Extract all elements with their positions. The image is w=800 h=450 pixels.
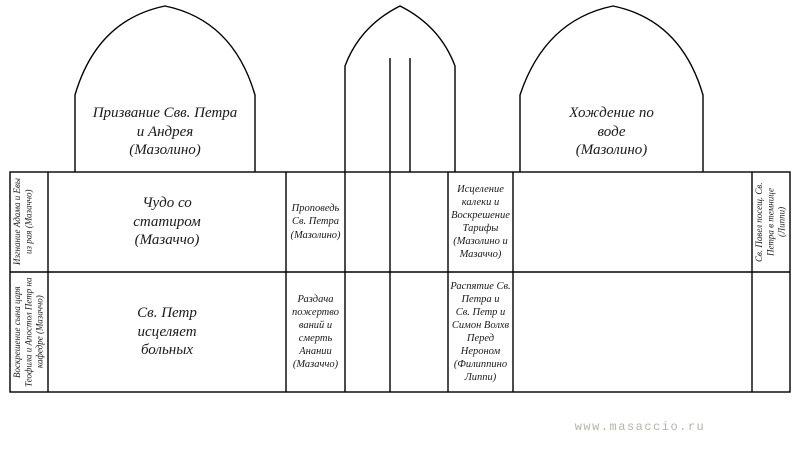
panel-upper-right-main	[513, 172, 752, 272]
panel-right-outer-lower	[752, 272, 790, 392]
panel-left-outer-upper	[10, 172, 48, 272]
panel-upper-narrow-left	[286, 172, 345, 272]
panel-upper-narrow-right	[448, 172, 513, 272]
panel-right-lunette	[520, 92, 703, 172]
panel-lower-narrow-left-text: Раздача пожертво ваний и смерть Анании (Мазаччо)	[292, 293, 339, 371]
panel-left-outer-lower	[10, 272, 48, 392]
panel-lower-narrow-left	[286, 272, 345, 392]
site-watermark: www.masaccio.ru	[574, 420, 706, 434]
panel-right-outer-upper	[752, 172, 790, 272]
panel-left-lunette-text: Призвание Свв. Петра и Андрея (Мазолино)	[92, 104, 238, 159]
panel-right-lunette-text: Хождение по воде (Мазолино)	[569, 104, 654, 159]
panel-right-outer-upper-text: Св. Павел посещ. Св. Петра в темнице (Липпи)	[754, 182, 787, 262]
panel-lower-left-main-text: Св. Петр исцеляет больных	[137, 304, 197, 359]
panel-lower-narrow-right-text: Распятие Св. Петра и Св. Петр и Симон Волхв Перед Нероном (Филиппино Липпи)	[450, 280, 511, 384]
panel-left-outer-upper-text: Изгнание Адама и Евы из рая (Мазаччо)	[12, 178, 34, 266]
panel-upper-narrow-left-text: Проповедь Св. Петра (Мазолино)	[290, 203, 341, 241]
center-arch-outline	[345, 6, 455, 172]
panel-lower-right-main	[513, 272, 752, 392]
panel-lower-narrow-right	[448, 272, 513, 392]
panel-upper-narrow-right-text: Исцеление калеки и Воскрешение Тарифы (Мазолино и Мазаччо)	[451, 183, 510, 261]
panel-upper-left-main-text: Чудо со статиром (Мазаччо)	[133, 194, 201, 249]
panel-lower-left-main	[48, 272, 286, 392]
panel-left-lunette	[75, 92, 255, 172]
panel-left-outer-lower-text: Воскрешение сына царя Теофила и Апостол Петр на кафедре (Мазаччо)	[12, 277, 45, 387]
panel-upper-left-main	[48, 172, 286, 272]
